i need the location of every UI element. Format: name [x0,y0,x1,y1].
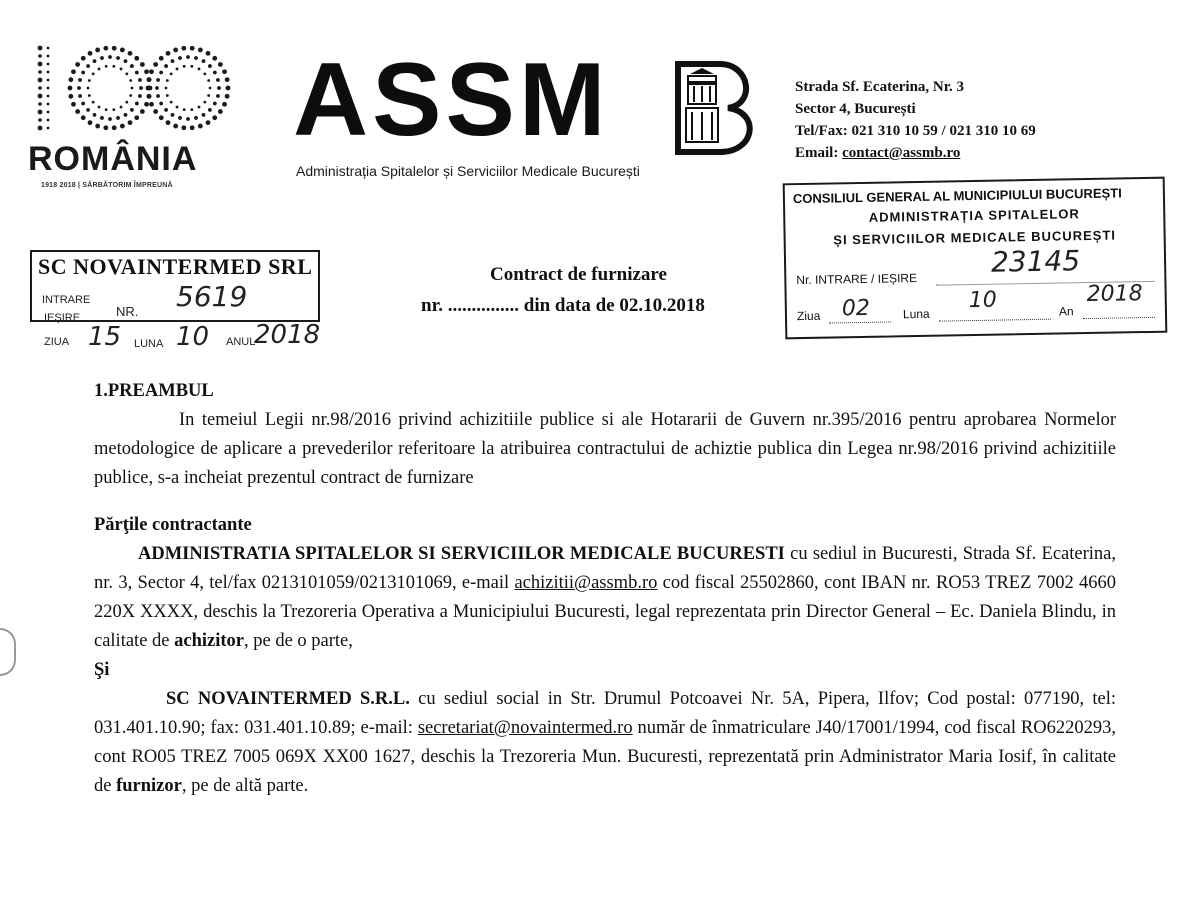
stamp-supplier-nr-label: NR. [116,304,139,319]
stamp-supplier-luna-label: LUNA [134,338,164,350]
buyer-text-2: cod fiscal 25502860, cont IBAN nr. RO53 TREZ 7002 4660 220X XXXX, deschis la Trezoreria Operativa a Municipiului Bucuresti, legal reprezentata prin Director General – Ec. Daniela Blindu, in calitate de [94,573,1117,651]
contact-phone: 021 310 10 59 / 021 310 10 69 [851,123,1036,139]
punch-hole-mark [0,628,16,676]
supplier-paragraph [94,685,1116,801]
stamp-assmb-line2: ADMINISTRAȚIA SPITALELOR [868,206,1080,225]
buyer-email-link[interactable]: achizitii@assmb.ro [514,573,658,593]
romania-logo-tagline: 1918 2018 | SĂRBĂTORIM ÎMPREUNĂ [41,182,173,189]
buyer-text-3: , pe de o parte, [244,631,353,651]
contract-title: Contract de furnizare [490,264,667,285]
parties-and: Şi [94,660,110,680]
stamp-assmb-an-label: An [1058,304,1074,319]
stamp-assmb-ziua-label: Ziua [796,308,821,324]
stamp-supplier-ziua-value: 15 [88,322,122,352]
stamp-assmb-nr-label: Nr. INTRARE / IEȘIRE [796,271,918,288]
stamp-assmb-luna-value: 10 [968,287,997,314]
supplier-text-3: , pe de altă parte. [181,776,309,796]
stamp-supplier-nr-value: 5619 [176,280,248,313]
stamp-assmb-ziua-value: 02 [841,295,871,322]
stamp-assmb-an-value: 2018 [1086,281,1143,308]
preamble-text-rest: pentru aprobarea Normelor metodologice de aplicare a prevederilor referitoare la atribuirea contractului de achiztie publica din Legea nr.98/2016 privind achizitiile publice, s-a incheiat prezentul contract de furnizare [94,410,1116,488]
centenary-100-emblem [10,40,250,140]
stamp-supplier-intrare-label: INTRARE [42,294,91,306]
stamp-assmb-line3: ȘI SERVICIILOR MEDICALE BUCUREȘTI [833,227,1117,248]
stamp-supplier-luna-value: 10 [176,322,210,352]
stamp-assmb-line1: CONSILIUL GENERAL AL MUNICIPIULUI BUCUREȘTI [792,185,1122,207]
header-contact-block [795,76,1036,164]
preamble-section [94,377,1116,493]
stamp-supplier-anul-value: 2018 [254,320,321,350]
buyer-role: achizitor [174,631,244,651]
assmb-logo-subtitle: Administrația Spitalelor și Serviciilor Medicale București [296,163,640,179]
buyer-paragraph [94,540,1116,656]
contact-phone-label: Tel/Fax: [795,123,848,139]
assmb-registration-stamp [783,177,1168,340]
supplier-role: furnizor [116,776,182,796]
stamp-supplier-iesire-label: IEȘIRE [44,312,81,324]
stamp-assmb-luna-label: Luna [902,306,930,322]
stamp-assmb-nr-value: 23145 [990,244,1081,279]
romania-logo-word: ROMÂNIA [28,140,198,178]
contact-sector: Sector 4, București [795,101,916,117]
preamble-text-line1: In temeiul Legii nr.98/2016 privind achizitiile publice si ale Hotararii de Guvern nr.395/2016 [179,410,902,430]
buyer-name: ADMINISTRATIA SPITALELOR SI SERVICIILOR MEDICALE BUCURESTI [138,544,785,564]
supplier-text-2: număr de înmatriculare J40/17001/1994, cod fiscal RO6220293, cont RO05 TREZ 7005 069X XX00 1627, deschis la Trezoreria Mun. Bucuresti, reprezentată prin Administrator Maria Iosif, în calitate de [94,718,1116,796]
stamp-supplier-ziua-label: ZIUA [44,336,70,348]
parties-section [94,511,1116,801]
romania-centenary-logo [10,40,250,190]
supplier-name: SC NOVAINTERMED S.R.L. [166,689,410,709]
supplier-text-1: cu sediul social in Str. Drumul Potcoavei Nr. 5A, Pipera, Ilfov; Cod postal: 077190, tel: 031.401.10.90; fax: 031.401.10.89; e-mail: [94,689,1116,738]
supplier-email-link[interactable]: secretariat@novaintermed.ro [417,718,633,738]
parties-heading: Părţile contractante [94,515,252,535]
contact-street: Strada Sf. Ecaterina, Nr. 3 [795,79,965,95]
contact-email-link[interactable]: contact@assmb.ro [842,145,961,161]
preamble-heading: 1.PREAMBUL [94,381,214,401]
contact-email-label: Email: [795,145,839,161]
stamp-supplier-anul-label: ANUL [226,336,256,348]
buyer-text-1: cu sediul in Bucuresti, Strada Sf. Ecaterina, nr. 3, Sector 4, tel/fax 0213101059/0213101069, e-mail [94,544,1116,593]
contract-number-line: nr. ............... din data de 02.10.2018 [421,295,705,316]
assmb-building-b-icon [672,60,762,155]
preamble-paragraph [94,406,1116,493]
supplier-registration-stamp [30,250,321,360]
assmb-logo-word: ASSM [293,42,610,158]
stamp-supplier-name: SC NOVAINTERMED SRL [38,254,313,279]
